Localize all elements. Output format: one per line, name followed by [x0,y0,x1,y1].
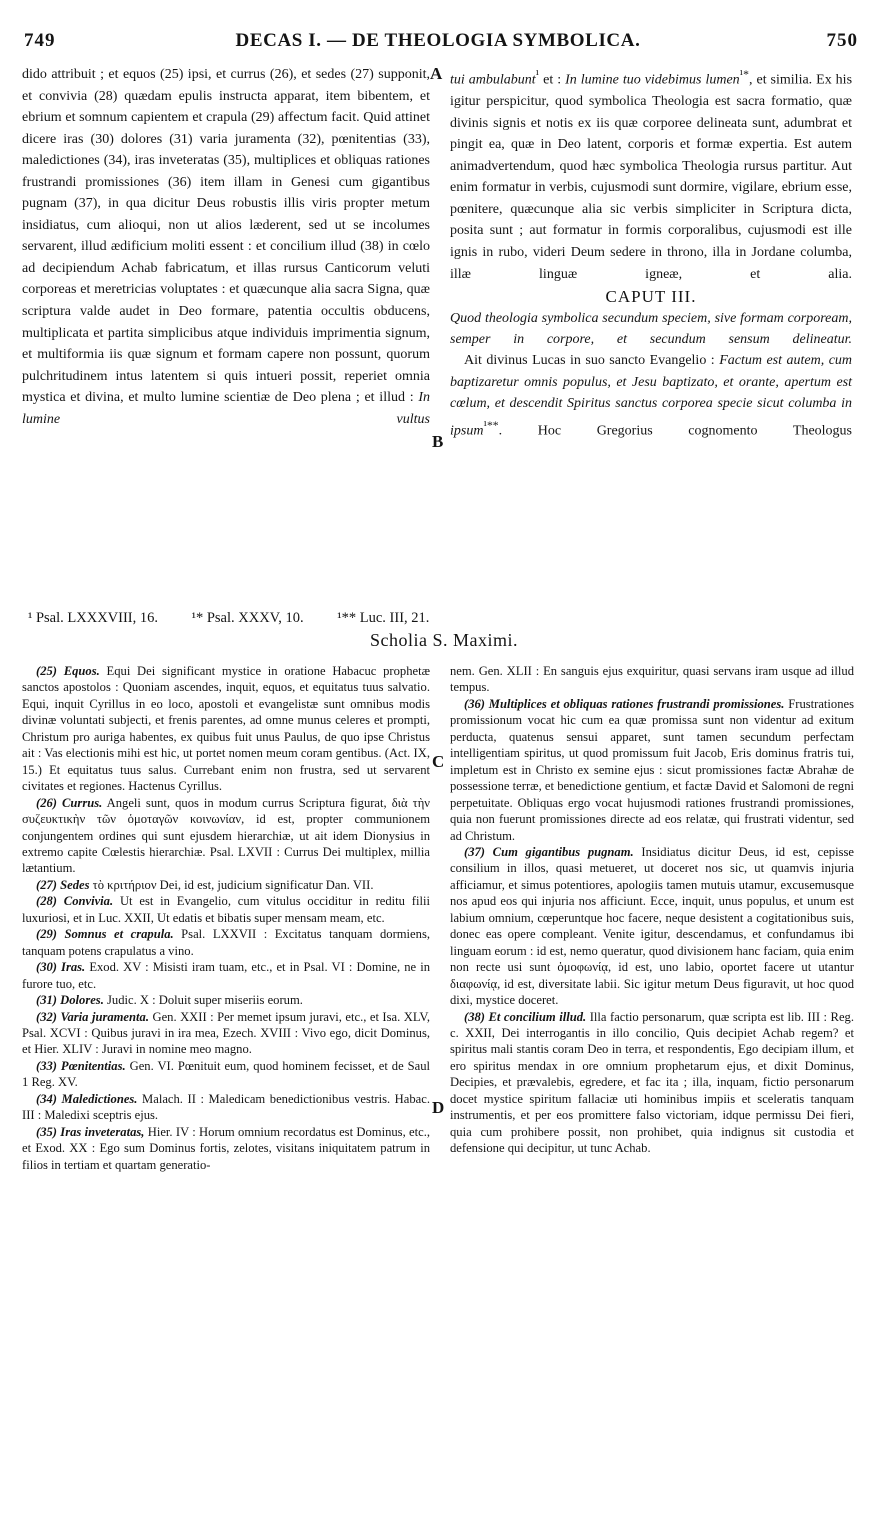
main-text-right-paragraph [450,64,852,285]
scholion-37 [450,844,854,1009]
main-text-right-italic-start: tui ambulabunt [450,72,536,88]
scholion-text: Equi Dei significant mystice in oratione Habacuc prophetæ sanctos apostolos : Quoniam ascendes, inquit, equos, et equitatus tuus salvatio. Equi, inquit Cyrillus in eo loco, apostoli et evangelistæ sunt omnibus modis divinæ voluntati subjecti, et frenis parentes, ad omne munus celeres et prompti, Christum pro auriga habentes, ex quibus fuit unus Paulus, de quo ipse Christus ait : Vas electionis mihi est hic, ut portet nomen meum coram gentibus. (Act. IX, 15.) Et equitatus tuus salus. Currebant enim non frustra, sed ut servarent civitates et regiones. Hactenus Cyrillus. [22,664,430,794]
scholion-36 [450,696,854,844]
scholion-text: Gen. XXII : Per memet ipsum juravi, etc., et Isa. XLV, Psal. XCVI : Quibus juravi in ira mea, Ezech. XVIII : Vivo ego, dicit Dominus, et Hier. XLIV : Juravi in nomine meo magno. [22,1009,430,1057]
scholion-lemma: (26) Currus. [36,795,103,810]
scholion-lemma: (35) Iras inveteratas, [36,1124,145,1139]
scholion-lemma: (34) Maledictiones. [36,1091,138,1106]
scholion-text: Hier. IV : Horum omnium recordatus est Dominus, etc., et Exod. XX : Ego sum Dominus fortis, zelotes, visitans iniquitatem patrum in filios in tertiam et quartam generatio- [22,1124,430,1172]
scholion-33 [22,1058,430,1091]
scholion-lemma: (38) Et concilium illud. [464,1009,587,1024]
main-text-left-italic-end: In lumine vultus [22,390,430,427]
margin-letter-d: D [432,1098,445,1117]
scholion-34 [22,1091,430,1124]
scholion-35-continued: nem. Gen. XLII : En sanguis ejus exquiritur, quasi servans iram usque ad illud tempus. [450,664,854,695]
footnote-ref-1: ¹ [535,68,540,81]
main-text-right-italic-2: In lumine tuo videbimus lumen [565,72,740,88]
margin-letter-b: B [432,432,444,451]
page-number-right: 750 [826,30,858,51]
scholion-text: Exod. XV : Misisti iram tuam, etc., et in Psal. VI : Domine, ne in furore tuo, etc. [22,960,431,991]
chapter-subtitle: Quod theologia symbolica secundum speciem, sive formam corpoream, semper in corpore, et secundum sensum delineatur. [450,311,852,347]
chapter-body-italic: Factum est autem, cum baptizaretur omnis populus, et Jesu baptizato, et orante, apertum est cœlum, et descendit Spiritus sanctus corporea specie sicut columba in ipsum [450,353,853,439]
scholion-text: Judic. X : Doluit super miseriis eorum. [107,993,303,1008]
main-text-left-column [22,64,430,430]
scholion-27 [22,877,430,893]
scholion-text: Ut est in Evangelio, cum vitulus occiditur in reditu filii luxuriosi, et in Luc. XXII, Ut edatis et bibatis super mensam meam, etc. [22,894,430,925]
scholion-lemma: (28) Convivia. [36,894,114,909]
scholion-lemma: (30) Iras. [36,960,86,975]
scholion-38 [450,1009,854,1157]
footnotes [28,610,858,627]
running-header [18,30,858,56]
footnote-ref-2: ¹* [739,68,749,81]
scholion-lemma: (25) Equos. [36,664,100,678]
scholion-text: Malach. II : Maledicam benedictionibus vestris. Habac. III : Maledixi sceptris ejus. [22,1091,430,1123]
scholia-title: Scholia S. Maximi. [370,630,518,650]
main-text-right-text-1: et : [543,72,562,88]
scholion-lemma: (27) Sedes [36,877,90,892]
main-text-left: dido attribuit ; et equos (25) ipsi, et currus (26), et sedes (27) supponit, et convivia (28) quædam epulis instructa apparat, item bibentem, et ebrium et somnum capientem et crapula (29) affectum facit. Quid attinet dicere iras (30) dolores (31) varia juramenta (32), pœnitentias (33), maledictiones (34), iras inveteratas (35), multiplices et obliquas rationes frustrandi promissiones (36) item illam in Genesi cum gigantibus pugnam (37), in qua dicitur Deus robustis illis viris propter metum insidiatus, cum alioqui, non ut alios læderent, sed ut se incolumes servarent, illud ædificium moliti essent : et concilium illud (38) in cœlo ad decipiendum Achab fabricatum, et illas rursus Canticorum veluti corporeas et meretricias voluptates : et quæcunque alia sacra Signa, quæ scriptura valde audet in Deo formare, patentia occultis obducens, multiplicata et partita simplicibus atque individuis imprimentia signum, et multiformia iis quæ signum et formam capere non possunt, quorum pulchritudinem intus latentem si quis intueri possit, reperiet omnia mystica et divina, et multo lumine scientiæ de Deo plena ; et illud : [22,67,430,406]
margin-letter-a: A [430,64,443,83]
scholion-text: Insidiatus dicitur Deus, id est, cepisse consilium in illos, quasi metueret, ut doceret nos sic, ut quamvis injuria afficiamur, et simus potentiores, apologiis tamen mutuis utamur, excusemusque nos apud eos qui injuria nos afficiunt. Ecce, inquit, unus populus, et unum est labium omnium, cœperuntque hoc facere, neque desistent a cogitationibus suis, donec eas opere compleant. Venite igitur, descendamus, et confundamus ibi linguam eorum : id est, nemo queratur, quod divisionem hanc faciam, quia enim non recte usi sunt ὁμοφωνίᾳ, id est, uno labio, oportet facere ut utantur διαφωνίᾳ, id est, diversitate labii. Sic igitur metum Deus figuravit, ut hoc quod dixi, mystice doceret. [450,844,854,1008]
footnote-3: ¹** Luc. III, 21. [337,610,430,626]
main-text-right-text-2: , et similia. Ex his igitur perspicitur, quod symbolica Theologia est sacra formatio, quæ divinis signis et notis ex iis quæ corporee delineata sunt, adumbrat et pingit ea, quæ in Deo latent, corporis et formæ expertia. Est autem animadvertendum, quod hæc symbolica Theologia rursus partitur. Aut enim formatur in verbis, cujusmodi sunt dormire, vigilare, ebrium esse, pœnitere, quæcunque alia sic verbis simpliciter in Scriptura dicta, posita sunt ; aut formatur in formis corporalibus, cujusmodi est ille ignis in rubo, videri Deum sedere in throno, illa in Jordane columba, illæ linguæ igneæ, et alia. [450,72,853,282]
scholion-31 [22,992,430,1008]
scholion-text: Psal. LXXVII : Excitatus tanquam dormiens, tanquam potens crapulatus a vino. [22,927,430,958]
page-number-left: 749 [24,30,56,51]
scholion-28 [22,893,430,926]
scholion-lemma: (32) Varia juramenta. [36,1009,149,1024]
scholion-text: τὸ κριτήριον Dei, id est, judicium significatur Dan. VII. [92,877,374,892]
scholion-26 [22,795,430,877]
main-text-right-column [450,64,852,442]
scholion-text: Illa factio personarum, quæ scripta est lib. III : Reg. c. XXII, Dei interrogantis in illo concilio, Quis decipiet Achab regem? et spiritus mali stantis coram Deo in terra, et respondentis, Ego decipiam illum, et ero spiritus mendax in ore omnium prophetarum ejus, et dixit Dominus, Decipies, et prævalebis, egredere, et fac ita ; illa, inquam, fictio personarum docet mystice spiritum fallaciæ uti hominibus impiis et sceleratis tanquam instrumentis, et per eos promittere falso victoriam, idque permissu Dei fieri, quia cum prohibere possit, non prohibet, quia indignus sit custodia et defensione qui decipitur, ut tunc Achab. [450,1009,854,1156]
running-title: DECAS I. — DE THEOLOGIA SYMBOLICA. [235,30,641,51]
margin-letter-c: C [432,752,445,771]
scholion-35 [22,1124,430,1173]
scholia-right-column [450,663,854,1157]
scholion-text: Angeli sunt, quos in modum currus Scriptura figurat, διὰ τὴν συζευκτικὴν τῶν ὁμοταγῶν κοινωνίαν, id est, propter communionem conjungentem ordines qui sunt ejusdem hierarchiæ, ut ait idem Dionysius in extremo capite Cœlestis hierarchiæ. Psal. LXVII : Currus Dei multiplex, millia lætantium. [22,795,430,876]
chapter-body-end: . Hoc Gregorius cognomento Theologus [498,423,852,439]
scholion-text: Gen. VI. Pœnituit eum, quod hominem fecisset, et de Saul 1 Reg. XV. [22,1058,430,1090]
scholion-lemma: (36) Multiplices et obliquas rationes frustrandi promissiones. [464,696,785,711]
footnote-2: ¹* Psal. XXXV, 10. [191,610,304,626]
scholion-29 [22,926,430,959]
scholion-30 [22,959,430,992]
scholion-lemma: (31) Dolores. [36,993,104,1008]
footnote-ref-3: ¹** [483,418,499,432]
scholion-lemma: (29) Somnus et crapula. [36,927,174,942]
chapter-body-paragraph [450,350,852,442]
scholion-25 [22,663,430,795]
footnote-1: ¹ Psal. LXXXVIII, 16. [28,610,158,626]
scholion-lemma: (33) Pœnitentias. [36,1058,126,1073]
scholia-left-column [22,663,430,1173]
chapter-heading: CAPUT III. [605,287,697,307]
chapter-body-start: Ait divinus Lucas in suo sancto Evangelio : [464,353,715,369]
scholion-text: Frustrationes promissionum vocat hic cum ea quæ promissa sunt non videntur ad exitum perducta, quatenus sensui apparet, sunt tamen secundum perfectam intelligentiam spiritus, ut quod promissum fuit Jacob, Eris dominus fratris tui, impletum est in Christo ex semine ejus : sicut promissiones factæ Abrahæ de possessione terræ, et benedictione gentium, et factæ David et Salomoni de regni perpetuitate. Obliquas ergo vocat hujusmodi rationes frustrandi promissiones, quia non fuerunt promissiones directe ad eos relatæ, qui frustrati videntur, sed ad Christum. [450,696,855,843]
main-text-left-paragraph [22,64,430,430]
scholion-32 [22,1009,430,1058]
scholion-lemma: (37) Cum gigantibus pugnam. [464,844,634,859]
